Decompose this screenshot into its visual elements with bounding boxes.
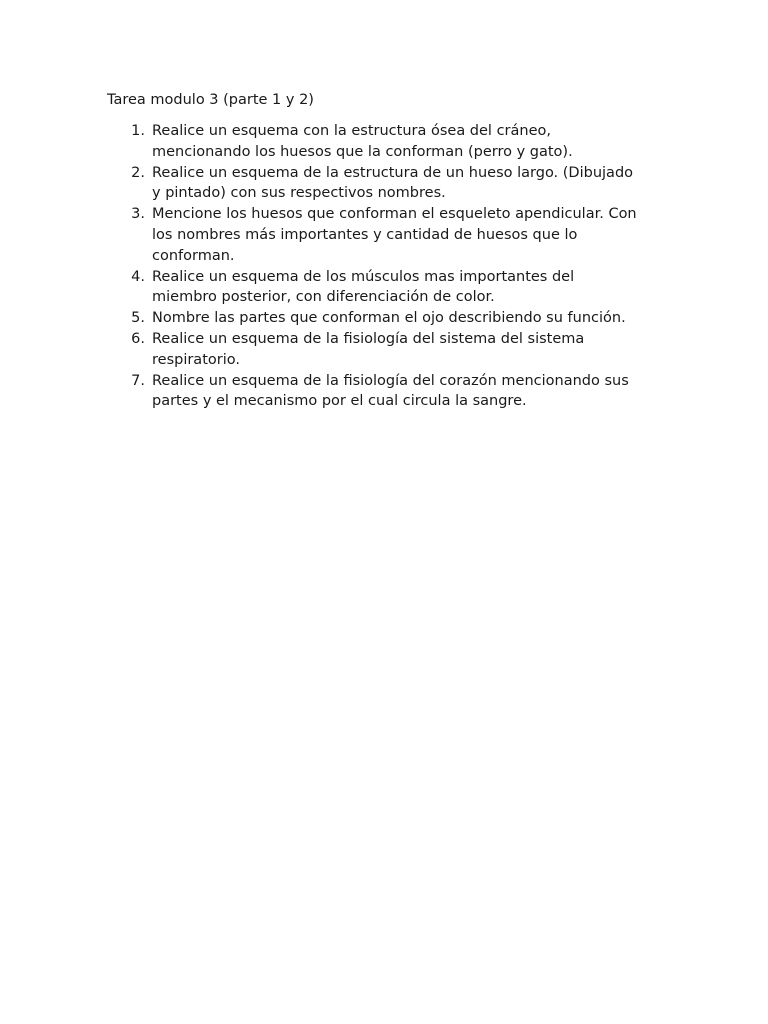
document-title: Tarea modulo 3 (parte 1 y 2) <box>107 92 314 108</box>
list-item-line: conforman. <box>152 247 235 264</box>
task-list <box>107 121 667 412</box>
list-item-line: Realice un esquema de la fisiología del sistema del sistema <box>152 330 585 347</box>
list-item <box>107 308 667 329</box>
list-item <box>107 371 667 413</box>
list-item-line: miembro posterior, con diferenciación de color. <box>152 289 495 306</box>
list-item-number: 2. <box>131 164 145 181</box>
list-item-line: mencionando los huesos que la conforman (perro y gato). <box>152 143 573 160</box>
list-item <box>107 163 667 205</box>
list-item-number: 1. <box>131 123 145 139</box>
list-item-line: Mencione los huesos que conforman el esqueleto apendicular. Con <box>152 206 637 223</box>
list-item-line: Realice un esquema de los músculos mas importantes del <box>152 268 575 285</box>
list-item-line: respiratorio. <box>152 351 240 368</box>
list-item <box>107 329 667 371</box>
list-item-line: los nombres más importantes y cantidad de huesos que lo <box>152 226 578 243</box>
list-item-number: 4. <box>131 268 145 285</box>
list-item <box>107 121 667 163</box>
list-item-number: 5. <box>131 310 145 327</box>
list-item-line: Realice un esquema de la estructura de un hueso largo. (Dibujado <box>152 164 634 181</box>
list-item-line: y pintado) con sus respectivos nombres. <box>152 185 446 202</box>
list-item-line: Realice un esquema de la fisiología del corazón mencionando sus <box>152 372 629 389</box>
list-item-number: 6. <box>131 330 145 347</box>
list-item-number: 7. <box>131 372 145 389</box>
list-item <box>107 204 667 266</box>
list-item-line: partes y el mecanismo por el cual circula la sangre. <box>152 393 527 410</box>
list-item-line: Realice un esquema con la estructura ósea del cráneo, <box>152 123 551 139</box>
list-item-line: Nombre las partes que conforman el ojo describiendo su función. <box>152 310 626 327</box>
list-item <box>107 267 667 309</box>
list-item-number: 3. <box>131 206 145 223</box>
